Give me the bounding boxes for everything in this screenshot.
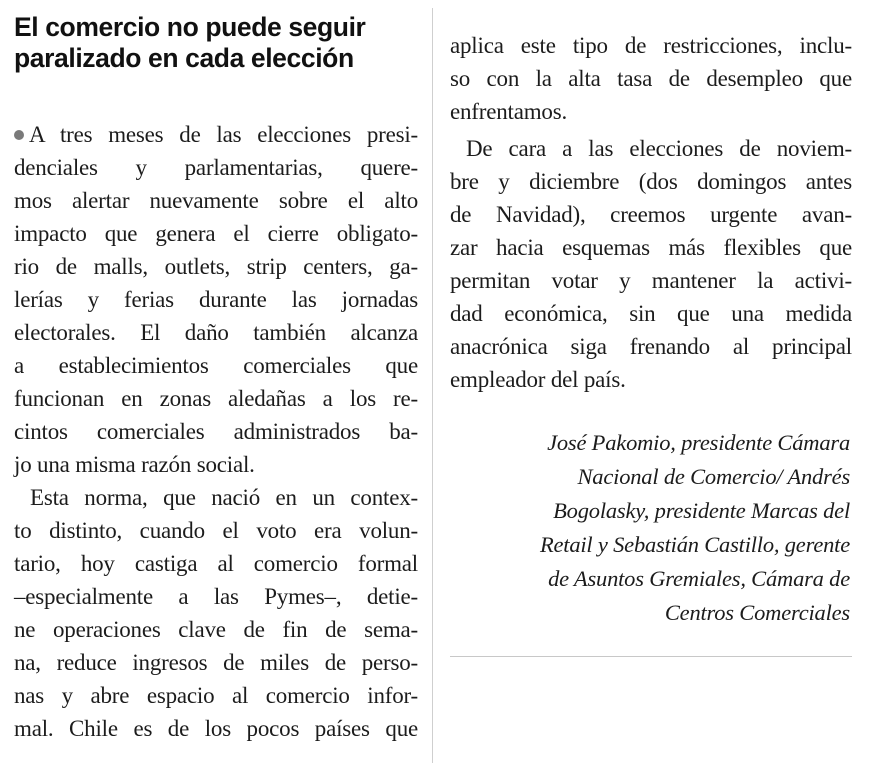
body-line: tario, hoy castiga al comercio formal (14, 551, 418, 576)
body-line: so con la alta tasa de desempleo que (450, 66, 852, 91)
headline-line-1: El comercio no puede seguir (14, 12, 366, 42)
body-line: to distinto, cuando el voto era volun- (14, 518, 418, 543)
headline-line-2: paralizado en cada elección (14, 43, 354, 73)
column-divider (432, 8, 433, 763)
body-line: zar hacia esquemas más flexibles que (450, 235, 852, 260)
body-line: electorales. El daño también alcanza (14, 320, 418, 345)
body-line: na, reduce ingresos de miles de perso- (14, 650, 418, 675)
body-line: empleador del país. (450, 367, 626, 392)
body-line: funcionan en zonas aledañas a los re- (14, 386, 418, 411)
body-line: jo una misma razón social. (14, 452, 255, 477)
body-line: denciales y parlamentarias, quere- (14, 155, 418, 180)
body-line: bre y diciembre (dos domingos antes (450, 169, 852, 194)
bullet-icon (14, 130, 24, 140)
signature-line: Bogolasky, presidente Marcas del (553, 498, 850, 523)
body-line: rio de malls, outlets, strip centers, ga- (14, 254, 418, 279)
signature-line: de Asuntos Gremiales, Cámara de (548, 566, 850, 591)
body-line: De cara a las elecciones de noviem- (466, 136, 852, 161)
signature-line: Centros Comerciales (664, 600, 850, 625)
body-line: impacto que genera el cierre obligato- (14, 221, 418, 246)
body-line: mal. Chile es de los pocos países que (14, 716, 418, 741)
body-line: a establecimientos comerciales que (14, 353, 418, 378)
end-rule (450, 656, 852, 657)
body-line: mos alertar nuevamente sobre el alto (14, 188, 418, 213)
body-line: ne operaciones clave de fin de sema- (14, 617, 418, 642)
body-line: de Navidad), creemos urgente avan- (450, 202, 852, 227)
body-line: –especialmente a las Pymes–, detie- (14, 584, 418, 609)
signature-line: Retail y Sebastián Castillo, gerente (539, 532, 850, 557)
body-line: anacrónica siga frenando al principal (450, 334, 852, 359)
signature-line: José Pakomio, presidente Cámara (547, 430, 850, 455)
body-line: permitan votar y mantener la activi- (450, 268, 852, 293)
body-line: Esta norma, que nació en un contex- (30, 485, 418, 510)
body-line: nas y abre espacio al comercio infor- (14, 683, 418, 708)
headline (14, 12, 424, 74)
body-line: aplica este tipo de restricciones, inclu- (450, 33, 852, 58)
body-line: cintos comerciales administrados ba- (14, 419, 418, 444)
body-line: A tres meses de las elecciones presi- (14, 118, 418, 151)
body-line: dad económica, sin que una medida (450, 301, 852, 326)
signature-line: Nacional de Comercio/ Andrés (577, 464, 850, 489)
body-line: lerías y ferias durante las jornadas (14, 287, 418, 312)
body-line: enfrentamos. (450, 99, 568, 124)
